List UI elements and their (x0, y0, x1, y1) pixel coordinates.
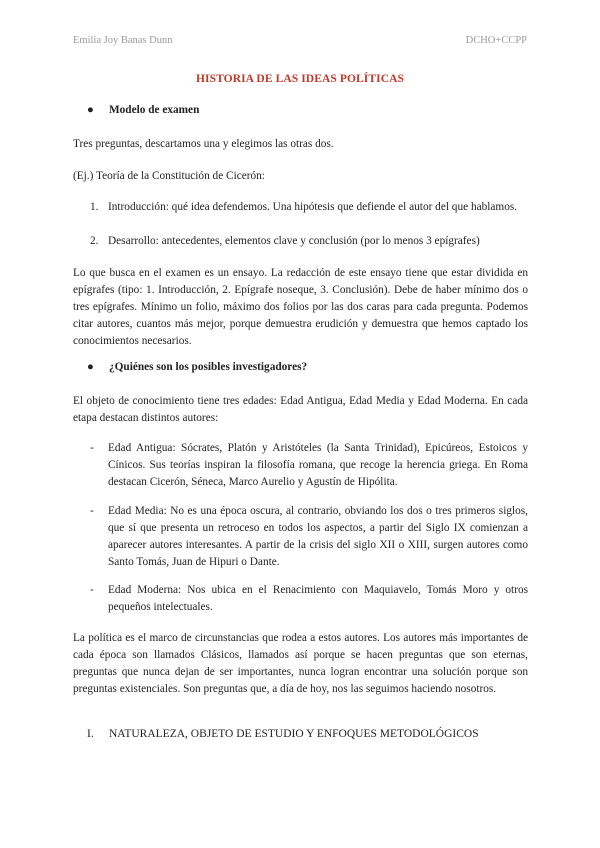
item-text: Edad Antigua: Sócrates, Platón y Aristóteles (la Santa Trinidad), Epicúreos, Estoicos y Cínicos. Sus teorías inspiran la filosofía romana, que recoge la herencia griega. En Roma destacan Cicerón, Séneca, Marco Aurelio y Agustín de Hipólita. (108, 442, 528, 488)
heading-text: NATURALEZA, OBJETO DE ESTUDIO Y ENFOQUES METODOLÓGICOS (109, 728, 479, 740)
paragraph: El objeto de conocimiento tiene tres edades: Edad Antigua, Edad Media y Edad Moderna. En cada etapa destacan distintos autores: (73, 395, 528, 424)
bullet-icon: ● (87, 361, 94, 373)
header-author: Emilia Joy Banas Dunn (73, 35, 173, 46)
paragraph: (Ej.) Teoría de la Constitución de Cicerón: (73, 170, 265, 182)
item-text: Edad Moderna: Nos ubica en el Renacimiento con Maquiavelo, Tomás Moro y otros pequeños intelectuales. (108, 584, 528, 613)
section-heading-nature (87, 728, 528, 740)
paragraph: La política es el marco de circunstancias que rodea a estos autores. Los autores más importantes de cada época son llamados Clásicos, llamados así porque se hacen preguntas que son eternas, preguntas que nunca dejan de ser importantes, nunca logran encontrar una solución porque son preguntas existenciales. Son preguntas que, a día de hoy, nos las seguimos haciendo nosotros. (73, 632, 528, 695)
heading-text: ¿Quiénes son los posibles investigadores? (109, 361, 308, 373)
section-heading-researchers (87, 361, 528, 373)
document-title: HISTORIA DE LAS IDEAS POLÍTICAS (195, 73, 405, 85)
dash-marker: - (90, 584, 94, 596)
section-heading-exam-model (87, 104, 528, 116)
dash-item-modern (90, 582, 528, 616)
numbered-item (90, 199, 528, 216)
paragraph: Tres preguntas, descartamos una y elegimos las otras dos. (73, 138, 334, 150)
roman-numeral: I. (87, 728, 94, 740)
heading-text: Modelo de examen (109, 104, 200, 116)
bullet-icon: ● (87, 104, 94, 116)
dash-marker: - (90, 505, 94, 517)
item-number: 1. (90, 201, 99, 213)
item-text: Edad Media: No es una época oscura, al contrario, obviando los dos o tres primeros siglos, que sí que presenta un retroceso en todos los aspectos, a partir del Siglo IX comienzan a aparecer autores interesantes. A partir de la crisis del siglo XII o XIII, surgen autores como Santo Tomás, Juan de Hipuri o Dante. (108, 505, 528, 568)
numbered-item (90, 233, 528, 250)
paragraph: Lo que busca en el examen es un ensayo. La redacción de este ensayo tiene que estar dividida en epígrafes (tipo: 1. Introducción, 2. Epígrafe noseque, 3. Conclusión). Debe de haber mínimo dos o tres epígrafes. Mínimo un folio, máximo dos folios por las dos caras para cada pregunta. Podemos citar autores, cuantos más mejor, porque demuestra erudición y demuestra que hemos captado los conocimientos necesarios. (73, 267, 528, 347)
item-text: Desarrollo: antecedentes, elementos clave y conclusión (por lo menos 3 epígrafes) (108, 235, 480, 247)
item-text: Introducción: qué idea defendemos. Una hipótesis que defiende el autor del que hablamos. (108, 201, 518, 213)
dash-item-medieval (90, 503, 528, 571)
dash-marker: - (90, 442, 94, 454)
dash-item-ancient (90, 440, 528, 491)
item-number: 2. (90, 235, 99, 247)
header-course: DCHO+CCPP (465, 35, 527, 46)
